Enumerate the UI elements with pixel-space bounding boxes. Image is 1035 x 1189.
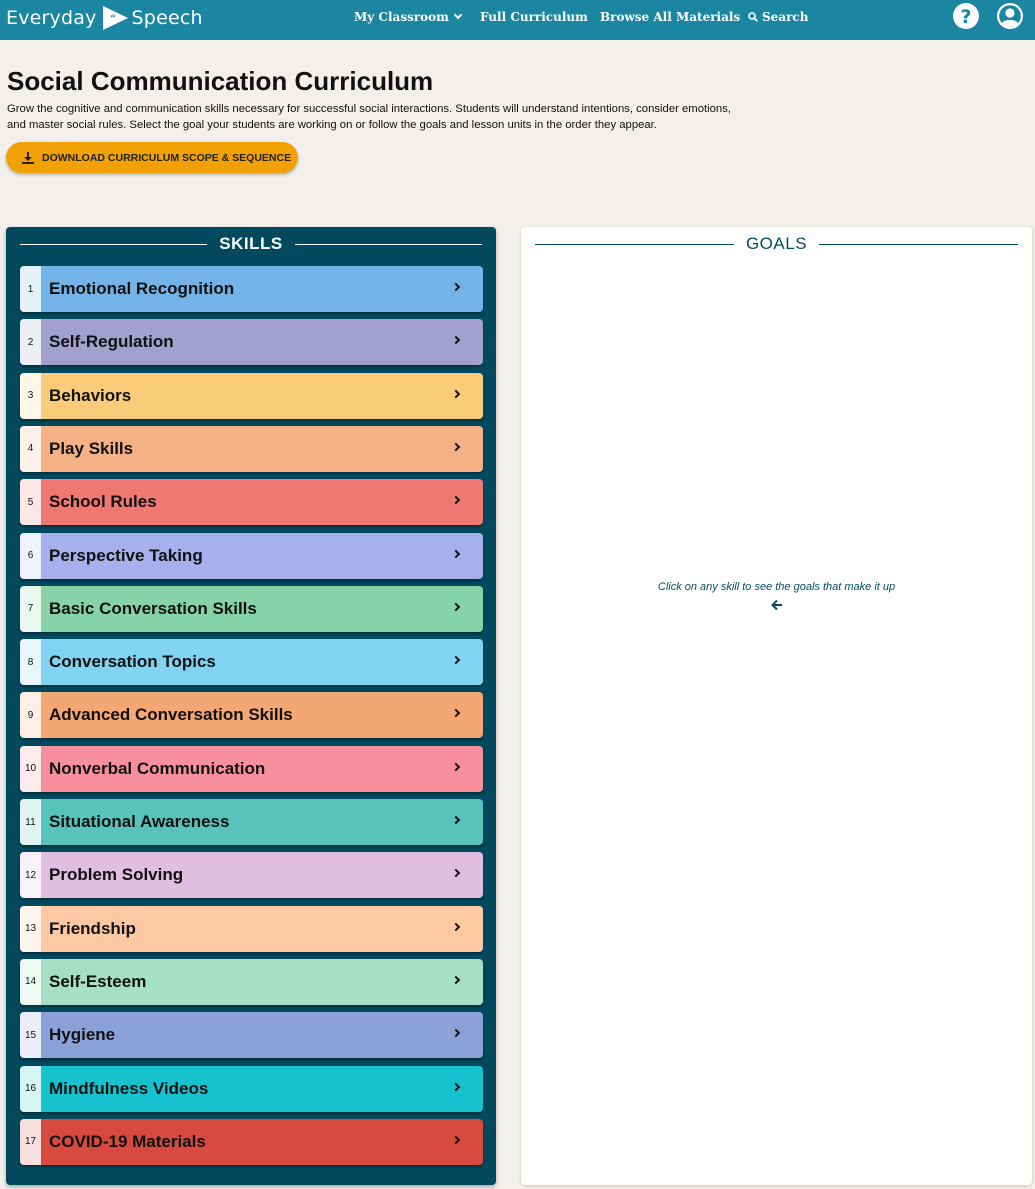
- nav-browse-all-materials[interactable]: [600, 0, 740, 34]
- divider: [20, 244, 207, 245]
- divider: [819, 244, 1018, 245]
- chevron-right-icon: [443, 746, 483, 792]
- skill-label: Advanced Conversation Skills: [49, 705, 293, 725]
- chevron-right-icon: [443, 426, 483, 472]
- chevron-right-icon: [443, 586, 483, 632]
- chevron-right-icon: [443, 1012, 483, 1058]
- skill-number: 5: [20, 479, 41, 525]
- skill-item[interactable]: [20, 479, 483, 525]
- skills-panel: [6, 227, 496, 1185]
- skills-heading: [20, 232, 482, 256]
- skill-label: Basic Conversation Skills: [49, 598, 257, 618]
- skill-label: Friendship: [49, 918, 136, 938]
- skill-number: 6: [20, 533, 41, 579]
- goals-empty-hint: Click on any skill to see the goals that make it up: [657, 581, 896, 593]
- logo-text-everyday: Everyday: [6, 7, 97, 29]
- svg-text:“: “: [109, 14, 116, 24]
- chevron-right-icon: [443, 373, 483, 419]
- skill-label: Problem Solving: [49, 865, 184, 885]
- skill-item[interactable]: [20, 959, 483, 1005]
- nav-search-label: Search: [762, 10, 809, 24]
- chevron-right-icon: [443, 799, 483, 845]
- skill-number: 13: [20, 906, 41, 952]
- goals-panel: [521, 227, 1032, 1185]
- everyday-speech-logo[interactable]: [6, 4, 203, 32]
- curriculum-description: Grow the cognitive and communication skills necessary for successful social interactions. Students will understand intentions, consider emotions, and master social rules. Select the goal your students are working on or follow the goals and lesson units in the order they appear.: [7, 103, 731, 131]
- chevron-right-icon: [443, 1119, 483, 1165]
- chevron-right-icon: [443, 852, 483, 898]
- skill-label: Situational Awareness: [49, 812, 230, 831]
- skill-label: Behaviors: [49, 385, 132, 405]
- skill-number: 3: [20, 373, 41, 419]
- skill-label: Self-Esteem: [49, 971, 147, 991]
- chevron-right-icon: [443, 479, 483, 525]
- skill-label: School Rules: [49, 492, 157, 512]
- skill-number: 7: [20, 586, 41, 632]
- download-scope-sequence-button[interactable]: [6, 142, 298, 173]
- nav-full-curriculum[interactable]: [480, 0, 588, 34]
- logo-play-icon: [101, 5, 129, 31]
- skill-item[interactable]: [20, 319, 483, 365]
- question-circle-icon[interactable]: [952, 2, 980, 30]
- skill-number: 15: [20, 1012, 41, 1058]
- chevron-right-icon: [443, 266, 483, 312]
- skill-item[interactable]: [20, 266, 483, 312]
- skill-label: Conversation Topics: [49, 652, 216, 672]
- skill-number: 8: [20, 639, 41, 685]
- nav-search[interactable]: [748, 0, 808, 34]
- skill-number: 4: [20, 426, 41, 472]
- chevron-right-icon: [443, 639, 483, 685]
- skill-number: 16: [20, 1066, 41, 1112]
- divider: [295, 244, 482, 245]
- skill-label: Self-Regulation: [49, 332, 174, 352]
- chevron-right-icon: [443, 906, 483, 952]
- page-title: Social Communication Curriculum: [7, 66, 434, 96]
- skills-heading-label: SKILLS: [219, 234, 283, 253]
- skill-number: 17: [20, 1119, 41, 1165]
- search-icon: [748, 12, 758, 22]
- goals-heading: [535, 232, 1018, 256]
- chevron-right-icon: [443, 319, 483, 365]
- skill-label: Mindfulness Videos: [49, 1078, 209, 1098]
- nav-full-curriculum-label: Full Curriculum: [480, 10, 588, 24]
- user-circle-icon[interactable]: [996, 2, 1024, 30]
- arrow-left-icon: [770, 599, 784, 611]
- top-navigation-bar: [0, 0, 1035, 40]
- skill-item[interactable]: [20, 692, 483, 738]
- skill-item[interactable]: [20, 533, 483, 579]
- skill-number: 2: [20, 319, 41, 365]
- nav-my-classroom[interactable]: [354, 0, 461, 34]
- chevron-right-icon: [443, 692, 483, 738]
- skill-number: 10: [20, 746, 41, 792]
- skill-item[interactable]: [20, 906, 483, 952]
- skill-item[interactable]: [20, 799, 483, 845]
- skill-item[interactable]: [20, 746, 483, 792]
- chevron-down-icon: [454, 11, 462, 19]
- skill-number: 1: [20, 266, 41, 312]
- skill-label: Emotional Recognition: [49, 279, 235, 298]
- skill-label: Nonverbal Communication: [49, 758, 266, 778]
- skill-number: 14: [20, 959, 41, 1005]
- chevron-right-icon: [443, 533, 483, 579]
- skill-item[interactable]: [20, 373, 483, 419]
- nav-browse-all-materials-label: Browse All Materials: [600, 10, 741, 24]
- skill-item[interactable]: [20, 426, 483, 472]
- skill-label: Play Skills: [49, 438, 134, 458]
- goals-heading-label: GOALS: [745, 234, 808, 253]
- skill-item[interactable]: [20, 586, 483, 632]
- skill-item[interactable]: [20, 852, 483, 898]
- skill-number: 9: [20, 692, 41, 738]
- skill-label: Perspective Taking: [49, 545, 203, 565]
- logo-text-speech: Speech: [131, 7, 203, 29]
- skill-number: 11: [20, 799, 41, 845]
- download-button-label: DOWNLOAD CURRICULUM SCOPE & SEQUENCE: [42, 151, 292, 164]
- skill-label: Hygiene: [49, 1025, 116, 1045]
- svg-text:?: ?: [960, 6, 972, 28]
- skill-item[interactable]: [20, 1066, 483, 1112]
- skill-label: COVID-19 Materials: [49, 1131, 206, 1151]
- skill-item[interactable]: [20, 1012, 483, 1058]
- divider: [535, 244, 734, 245]
- download-icon: [22, 152, 34, 164]
- nav-my-classroom-label: My Classroom: [354, 10, 449, 24]
- skill-item[interactable]: [20, 1119, 483, 1165]
- skill-item[interactable]: [20, 639, 483, 685]
- chevron-right-icon: [443, 1066, 483, 1112]
- chevron-right-icon: [443, 959, 483, 1005]
- skill-number: 12: [20, 852, 41, 898]
